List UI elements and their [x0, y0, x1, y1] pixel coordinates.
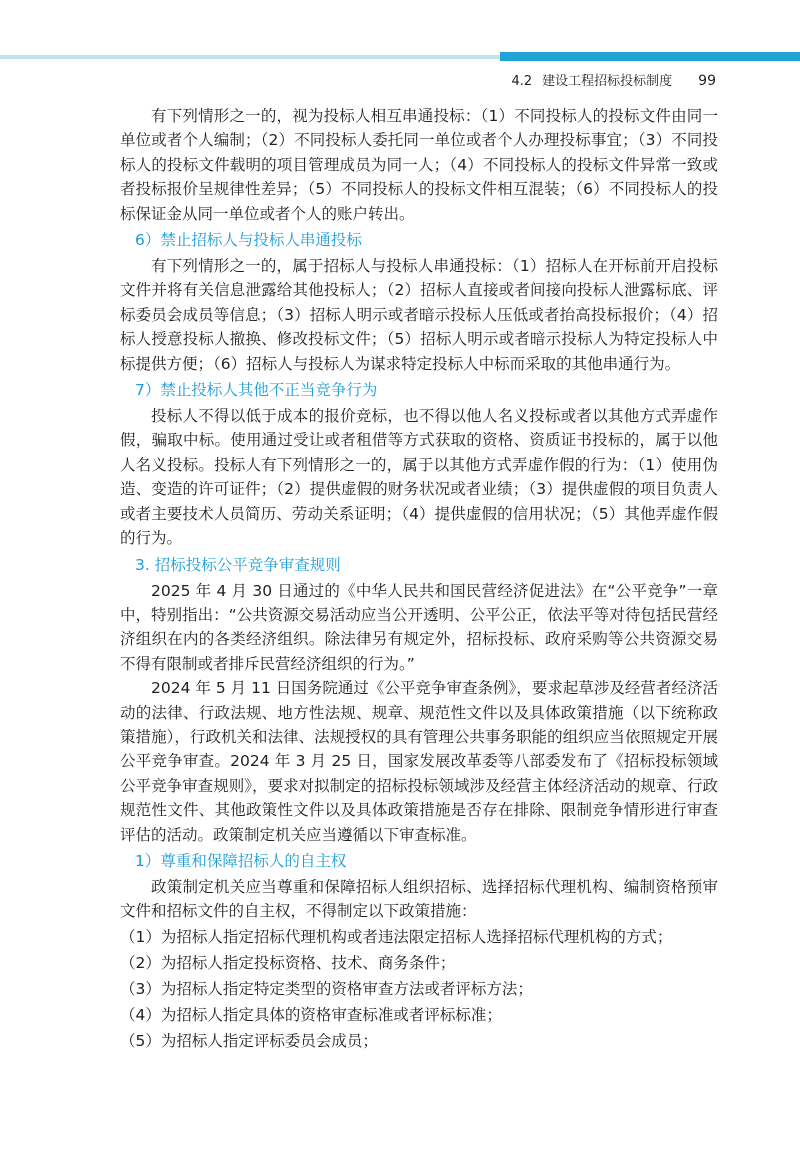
paragraph-tenderee-autonomy: 政策制定机关应当尊重和保障招标人组织招标、选择招标代理机构、编制资格预审文件和招标文件的自主权，不得制定以下政策措施： [120, 877, 718, 921]
list-item: （3）为招标人指定特定类型的资格审查方法或者评标方法； [120, 979, 533, 998]
heading-section-3: 3. 招标投标公平竞争审查规则 [135, 555, 341, 574]
heading-7: 7）禁止投标人其他不正当竞争行为 [135, 381, 378, 400]
paragraph-private-economy-law: 2025 年 4 月 30 日通过的《中华人民共和国民营经济促进法》在“公平竞争”一章中，特别指出：“公共资源交易活动应当公开透明、公平公正，依法平等对待包括民营经济组织在内的各类经济组织。除法律另有规定外，招标投标、政府采购等公共资源交易不得有限制或者排斥民营经济组织的行为。” [120, 581, 718, 673]
heading-1: 1）尊重和保障招标人的自主权 [135, 851, 347, 870]
list-item: （2）为招标人指定投标资格、技术、商务条件； [120, 953, 456, 972]
section-number: 4.2 [511, 74, 533, 89]
heading-6: 6）禁止招标人与投标人串通投标 [135, 231, 362, 250]
header-bar-light [0, 55, 500, 59]
paragraph-unfair-competition: 投标人不得以低于成本的报价竞标，也不得以他人名义投标或者以其他方式弄虚作假，骗取中标。使用通过受让或者租借等方式获取的资格、资质证书投标的，属于以他人名义投标。投标人有下列情形之一的，属于以其他方式弄虚作假的行为：（1）使用伪造、变造的许可证件；（2）提供虚假的财务状况或者业绩；（3）提供虚假的项目负责人或者主要技术人员简历、劳动关系证明；（4）提供虚假的信用状况；（5）其他弄虚作假的行为。 [120, 407, 718, 548]
running-header [511, 70, 716, 89]
list-item: （5）为招标人指定评标委员会成员； [120, 1031, 378, 1050]
paragraph-collusion-among-bidders: 有下列情形之一的，视为投标人相互串通投标：（1）不同投标人的投标文件由同一单位或者个人编制；（2）不同投标人委托同一单位或者个人办理投标事宜；（3）不同投标人的投标文件载明的项目管理成员为同一人；（4）不同投标人的投标文件异常一致或者投标报价呈规律性差异；（5）不同投标人的投标文件相互混装；（6）不同投标人的投标保证金从同一单位或者个人的账户转出。 [120, 107, 718, 223]
section-title: 建设工程招标投标制度 [542, 74, 673, 89]
header-color-bar [0, 52, 800, 62]
paragraph-fair-competition-review: 2024 年 5 月 11 日国务院通过《公平竞争审查条例》，要求起草涉及经营者经济活动的法律、行政法规、地方性法规、规章、规范性文件以及具体政策措施（以下统称政策措施），行政机关和法律、法规授权的具有管理公共事务职能的组织应当依照规定开展公平竞争审查。2024 年 3 月 25 日，国家发展改革委等八部委发布了《招标投标领域公平竞争审查规则》，要求对拟制定的招标投标领域涉及经营主体经济活动的规章、行政规范性文件、其他政策性文件以及具体政策措施是否存在排除、限制竞争情形进行审查评估的活动。政策制定机关应当遵循以下审查标准。 [120, 679, 718, 844]
policy-list [120, 924, 718, 1054]
list-item: （1）为招标人指定招标代理机构或者违法限定招标人选择招标代理机构的方式； [120, 927, 673, 946]
header-bar-dark [500, 52, 800, 61]
page-body [120, 104, 718, 1054]
paragraph-collusion-tenderee-bidder: 有下列情形之一的，属于招标人与投标人串通投标：（1）招标人在开标前开启投标文件并将有关信息泄露给其他投标人；（2）招标人直接或者间接向投标人泄露标底、评标委员会成员等信息；（3）招标人明示或者暗示投标人压低或者抬高投标报价；（4）招标人授意投标人撤换、修改投标文件；（5）招标人明示或者暗示投标人为特定投标人中标提供方便；（6）招标人与投标人为谋求特定投标人中标而采取的其他串通行为。 [120, 257, 718, 373]
page-number: 99 [698, 73, 716, 89]
list-item: （4）为招标人指定具体的资格审查标准或者评标标准； [120, 1005, 502, 1024]
